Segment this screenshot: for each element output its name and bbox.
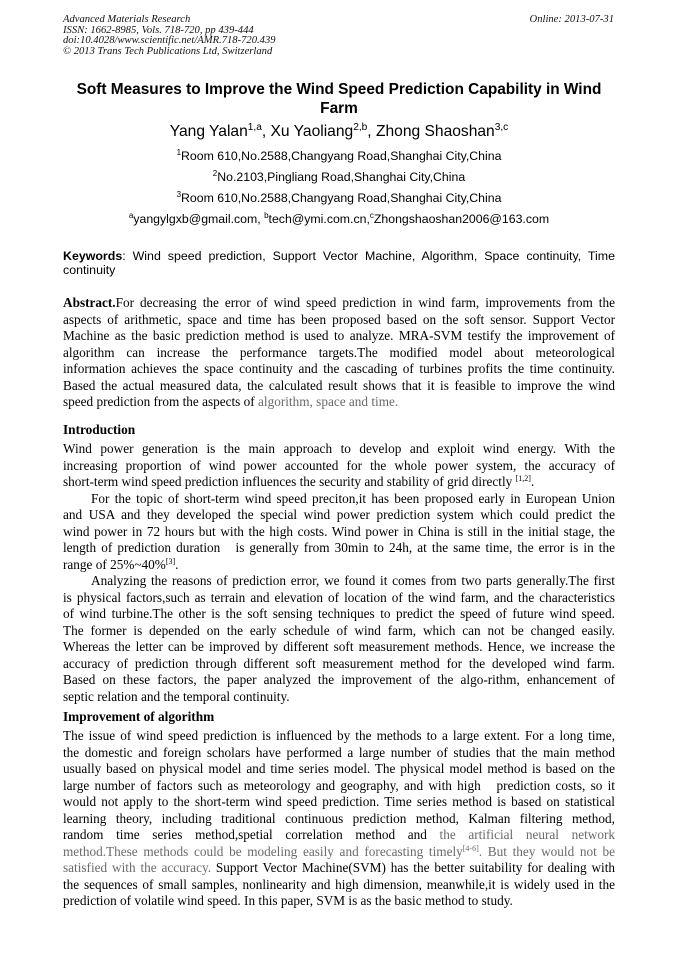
- author-sep: ,: [261, 123, 271, 140]
- author-list: [63, 123, 615, 141]
- affiliation-text: No.2103,Pingliang Road,Shanghai City,China: [217, 170, 466, 184]
- affiliation-text: Room 610,No.2588,Changyang Road,Shanghai City,China: [181, 191, 502, 205]
- introduction-body: [63, 441, 615, 705]
- paragraph-line: For the topic of short-term wind speed preciton,it has been proposed early in European Union: [91, 490, 615, 506]
- paragraph-line: usually based on physical model and time series model. The physical model method is based on the: [63, 761, 615, 776]
- author-sup: 2,b: [353, 121, 368, 133]
- paragraph-line: Wind power generation is the main approach to develop and exploit wind energy. With the: [63, 441, 615, 456]
- email-line: [63, 212, 615, 226]
- author-sep: ,: [367, 123, 376, 140]
- punctuation: .: [175, 556, 179, 572]
- email-link[interactable]: tech@ymi.com.cn,: [268, 212, 370, 226]
- paragraph-line-gray: the artificial neural network: [439, 827, 615, 842]
- paragraph-line: Based on these factors, the paper analyzed the improvement of the algo-rithm, enhancement of: [63, 672, 615, 687]
- paragraph-line: would not apply to the short-term wind speed prediction. Time series method is based on statistical: [63, 794, 615, 809]
- affiliation-text: Room 610,No.2588,Changyang Road,Shanghai City,China: [181, 149, 502, 163]
- abstract-label: Abstract.: [63, 295, 116, 310]
- paragraph-line: large number of factors such as meteorology and geography, and with high prediction costs, so it: [63, 777, 615, 793]
- copyright: © 2013 Trans Tech Publications Ltd, Switzerland: [63, 45, 273, 57]
- email-link[interactable]: Zhongshaoshan2006@163.com: [373, 212, 550, 226]
- paragraph-line: and USA and they developed the special wind power prediction system which could predict the: [63, 507, 615, 522]
- keywords: [63, 249, 615, 277]
- paragraph-line: is physical factors,such as terrain and elevation of location of the wind farm, and the characteristics: [63, 589, 615, 605]
- online-date: Online: 2013-07-31: [529, 14, 614, 25]
- author-sup: 3,c: [494, 121, 509, 133]
- paragraph-line: The former is depended on the early schedule of wind farm, which can not be changed easily.: [63, 622, 615, 638]
- paragraph-line: prediction of volatile wind speed. In this paper, SVM is as the basic method to study.: [63, 893, 513, 908]
- abstract-text: speed prediction from the aspects of: [63, 394, 259, 409]
- abstract: [63, 295, 615, 411]
- paragraph-line: Support Vector Machine(SVM) has the better suitability for dealing with: [215, 860, 615, 875]
- affiliation-sup: 1: [176, 147, 182, 157]
- paragraph-line: accuracy of prediction through different soft measurement method for the developed wind farm.: [63, 655, 615, 671]
- affiliation-3: [63, 191, 615, 205]
- author-name: Zhong Shaoshan: [375, 123, 495, 140]
- citation: [1,2]: [515, 474, 531, 483]
- paragraph-line-gray: . But they would not be: [478, 843, 615, 859]
- paragraph-line: range of 25%~40%: [63, 556, 166, 572]
- issn: ISSN: 1662-8985, Vols. 718-720, pp 439-444: [63, 24, 254, 36]
- email-sup: b: [264, 210, 269, 220]
- algorithm-body: [63, 728, 615, 910]
- paragraph-line: short-term wind speed prediction influences the security and stability of grid directly: [63, 474, 516, 489]
- paragraph-line: wind power in 72 hours but with the high costs. Wind power in China is still in the initial stage, the: [63, 523, 615, 539]
- keywords-text: : Wind speed prediction, Support Vector Machine, Algorithm, Space continuity, Time: [122, 249, 615, 263]
- author-name: Yang Yalan: [169, 123, 248, 140]
- abstract-text: Based the actual measured data, the calculated result shows that it is feasible to improve the wind: [63, 377, 615, 393]
- paragraph-line: septic relation and the temporal continuity.: [63, 688, 290, 704]
- paragraph-line: the domestic and foreign scholars have performed a large number of studies that the main method: [63, 744, 615, 760]
- keywords-text: continuity: [63, 263, 116, 277]
- affiliation-2: [63, 170, 615, 184]
- paragraph-line: random time series method,spetial correlation method and: [63, 827, 440, 842]
- abstract-text: information achieves the space continuity and the cascading of turbines profits the time continuity.: [63, 361, 615, 376]
- affiliation-sup: 2: [212, 168, 218, 178]
- abstract-text: algorithm can increase the performance targets.The modified model about meteorological: [63, 344, 615, 360]
- paragraph-line: the sequences of small samples, nonlinearity and high dimension, meanwhile,it is widely used in the: [63, 876, 615, 892]
- paragraph-line: learning theory, including traditional continuous prediction method, Kalman filtering method,: [63, 810, 615, 826]
- email-sup: c: [369, 210, 374, 220]
- paragraph-line: The issue of wind speed prediction is influenced by the methods to a large extent. For a long time,: [63, 728, 615, 743]
- paper-title: [63, 80, 615, 118]
- section-heading-introduction: Introduction: [63, 422, 136, 437]
- paragraph-line: increasing proportion of wind power accounted for the whole power system, the accuracy of: [63, 457, 615, 473]
- journal-name: Advanced Materials Research: [63, 14, 191, 25]
- paragraph-line-gray: satisfied with the accuracy.: [63, 860, 216, 875]
- email-sup: a: [128, 210, 134, 220]
- author-name: Xu Yaoliang: [270, 123, 354, 140]
- email-link[interactable]: yangylgxb@gmail.com,: [133, 212, 265, 226]
- abstract-text: For decreasing the error of wind speed prediction in wind farm, improvements from the: [115, 295, 615, 310]
- title-line-2: Farm: [320, 100, 358, 117]
- paragraph-line: Analyzing the reasons of prediction error, we found it comes from two parts generally.The first: [91, 573, 615, 588]
- author-sup: 1,a: [247, 121, 262, 133]
- section-heading-algorithm: Improvement of algorithm: [63, 709, 215, 724]
- journal-header: [63, 15, 276, 57]
- abstract-text: Machine as the basic prediction method is used to analyze. MRA-SVM testify the improvement of: [63, 328, 615, 343]
- keywords-label: Keywords: [63, 249, 123, 263]
- affiliation-1: [63, 149, 615, 163]
- title-line-1: Soft Measures to Improve the Wind Speed Prediction Capability in Wind: [76, 81, 602, 98]
- paragraph-line-gray: method.These methods could be modeling easily and forecasting timely: [63, 843, 463, 859]
- doi: doi:10.4028/www.scientific.net/AMR.718-720.439: [63, 35, 276, 47]
- citation: [4-6]: [462, 843, 479, 853]
- citation: [3]: [165, 556, 176, 566]
- abstract-text: aspects of arithmetic, space and time has been proposed based on the soft sensor. Support Vector: [63, 311, 615, 327]
- paragraph-line: of wind turbine.The other is the soft sensing techniques to predict the speed of future wind speed.: [63, 606, 615, 621]
- paragraph-line: Whereas the letter can be improved by different soft measurement methods. Hence, we increase the: [63, 639, 615, 654]
- paragraph-line: length of prediction duration is generally from 30min to 24h, at the same time, the error is in the: [63, 540, 615, 555]
- abstract-text-gray: algorithm, space and time.: [258, 394, 399, 409]
- punctuation: .: [530, 474, 535, 489]
- affiliation-sup: 3: [176, 189, 182, 199]
